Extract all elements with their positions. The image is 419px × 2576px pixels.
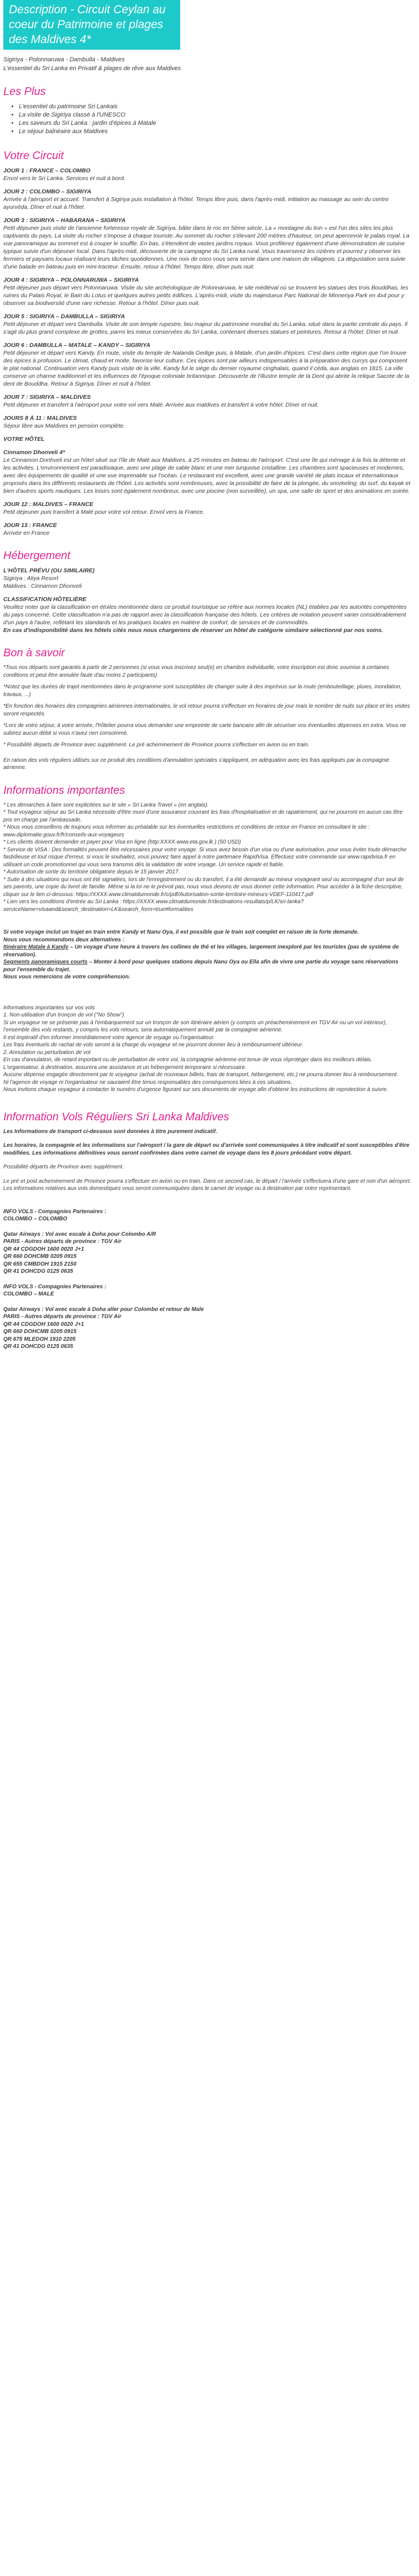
day-desc: Séjour libre aux Maldives en pension complète.	[3, 423, 125, 429]
note: *En fonction des horaires des compagnies aériennes internationales, le vol retour pourra s'effectuer en horaires de jour mais le nombre de nuits sur place et les visites seront respectés.	[3, 703, 410, 717]
hotel-planned	[3, 567, 411, 590]
train-alt-desc: – Un voyage d'une heure à travers les collines de thé et les villages, largement inexploré par les touristes (pas de système de réservation).	[3, 944, 399, 958]
bonasavoir-notes	[3, 664, 411, 772]
info-note: * Service de VISA : Des formalités peuvent être nécessaires pour votre voyage. Si vous avez besoin d'un visa ou d'une autorisation, pour vous éviter toute démarche fastidieuse et tout risque d'erreur, si vous le souhaitez, vous pouvez faire appel à notre partenaire RapidVisa. Effectuez votre commande sur www.rapidvisa.fr en utilisant un code promotionnel qui vous sera transmis dès la validation de votre voyage. Un service rapide et fiable.	[3, 846, 407, 868]
train-alt-desc: – Monter à bord pour quelques stations depuis Nanu Oya ou Ella afin de vivre une partie du voyage sans réservations pour l'ensemble du trajet.	[3, 959, 399, 973]
day-item	[3, 414, 411, 430]
day-desc: Arrivée en France	[3, 530, 50, 536]
vols-line: 2. Annulation ou perturbation de vol	[3, 1049, 91, 1056]
day-title: JOUR 2 : COLOMBO – SIGIRIYA	[3, 188, 92, 195]
note: *Lors de votre séjour, à votre arrivée, l'hôtelier pourra vous demander une empreinte de carte bancaire afin de sécuriser vos éventuelles dépenses en extra. Vous ne subirez aucun débit si vous n'avez rien consommé.	[3, 723, 406, 736]
day-item	[3, 167, 411, 182]
flight-company: Qatar Airways : Vol avec escale à Doha aller pour Colombo et retour de Male	[3, 1306, 204, 1313]
plus-item: • Les saveurs du Sri Lanka : jardin d'épices à Matale	[19, 119, 411, 128]
train-block	[3, 929, 411, 981]
flight-line: QR 41 DOHCDG 0125 0635	[3, 1268, 74, 1274]
plus-list	[3, 103, 411, 136]
volsreg-text: Le pré et post acheminement de Province pourra s'effectuer en avion ou en train. Dans ce second cas, le départ / l'arrivée s'effectuera d'une gare et non d'un aéroport.	[3, 1178, 411, 1184]
hotel-planned-label: L'HÔTEL PRÉVU (OU SIMILAIRE)	[3, 567, 95, 574]
volsreg-text: Les informations relatives aux vols domestiques vous seront communiquées dans le carnet de voyage ou à destination par notre représentant.	[3, 1186, 352, 1192]
day-item	[3, 188, 411, 211]
flight-line: QR 660 DOHCMB 0205 0915	[3, 1253, 77, 1260]
day-title: JOUR 7 : SIGIRIYA – MALDIVES	[3, 394, 91, 401]
classification	[3, 596, 411, 634]
info-note: * Tout voyageur séjour au Sri Lanka nécessite d'être muni d'une assurance couvrant les frais d'hospitalisation et de rapatriement, qui ne pourront en aucun cas être pris en charge par l'ambassade.	[3, 809, 403, 823]
flight-company: Qatar Airways : Vol avec escale à Doha pour Colombo A/R	[3, 1231, 156, 1237]
hotel-name: Cinnamon Dhonveli 4*	[3, 449, 65, 456]
note: *Notez que les durées de trajet mentionnées dans le programme sont susceptibles de changer suite à des imprévus sur la route (embouteillage, pluies, inondation, travaux, ...)	[3, 684, 402, 698]
day-title: JOUR 5 : SIGIRIYA – DAMBULLA – SIGIRIYA	[3, 313, 125, 320]
vols-line: Ni l'agence de voyage ni l'organisateur ne sauraient être tenus responsables des conséquences liées à ces situations.	[3, 1079, 292, 1086]
vols-line: Nous invitons chaque voyageur à contacter le numéro d'urgence figurant sur ses documents de voyage afin d'obtenir les instructions de reprotection à suivre.	[3, 1087, 388, 1093]
plus-item: • Le séjour balnéaire aux Maldives	[19, 128, 411, 136]
day-item	[3, 393, 411, 409]
flight-route: COLOMBO – COLOMBO	[3, 1216, 67, 1222]
day-item	[3, 276, 411, 307]
flight-line: QR 675 MLEDOH 1910 2205	[3, 1336, 76, 1342]
train-bold: Nous vous recommandons deux alternatives :	[3, 936, 124, 943]
note: *Tous nos départs sont garantis à partir de 2 personnes (si vous vous inscrivez seul(e) en chambre individuelle, votre inscription est donc soumise à certaines conditions et peut être annulée faute d'au moins 2 participants)	[3, 665, 389, 678]
train-alt	[3, 944, 411, 958]
day-title: JOURS 8 À 11 : MALDIVES	[3, 415, 77, 422]
info-note: * Les clients doivent demander et payer pour Visa en ligne (http:XXXX.www.eta.gov.lk ) (50 USD)	[3, 839, 241, 845]
train-alt-title: Segments panoramiques courts	[3, 959, 88, 965]
info-note: * Autorisation de sortie du territoire obligatoire depuis le 15 janvier 2017.	[3, 869, 180, 875]
day-title: JOUR 4 : SIGIRIYA – POLONNARUWA – SIGIRIYA	[3, 277, 139, 283]
day-desc: Petit déjeuner et départ vers Kandy. En route, visite du temple de Nalanda Gedige puis, à Matale, d'un jardin d'épices. C'est dans cette région que l'on trouve des épices à profusion. Le climat, chaud et moite, favorise leur culture. Ces épices sont par ailleurs indispensables à la préparation des currys qui composent le plat national. Continuation vers Kandy puis visite de la ville. Kandy fut le siège du dernier royaume cinghalais, quand il céda, aux anglais en 1815. La ville conserve un charme traditionnel et les influences de l'époque coloniale britannique. Découverte de l'illustre temple de la Dent qui abrite la relique Sacrée de la dent de Bouddha. Retour à Sigiriya. Dîner et nuit à l'hôtel.	[3, 350, 410, 387]
flight-block	[3, 1208, 411, 1276]
flight-line: QR 660 DOHCMB 0205 0915	[3, 1329, 77, 1335]
volsreg-text: Possibilité départs de Province avec supplément.	[3, 1164, 124, 1170]
hotel-line: Maldives : Cinnamon Dhonveli	[3, 583, 82, 589]
day-title: JOUR 6 : DAMBULLA – MATALE – KANDY – SIGIRIYA	[3, 342, 151, 349]
train-alt	[3, 958, 411, 973]
vols-line: Les frais éventuels de rachat de vols seront à la charge du voyageur et ne pourront donner lieu à remboursement ultérieur.	[3, 1042, 303, 1048]
hotel-title: VOTRE HÔTEL	[3, 436, 45, 442]
flight-line: QR 41 DOHCDG 0125 0635	[3, 1344, 74, 1350]
day-item	[3, 217, 411, 271]
classification-bold: En cas d'indisponibilité dans les hôtels cités nous nous chargerons de réserver un hôtel de catégorie similaire sélectionné par nos soins.	[3, 627, 383, 634]
info-note: * Lien vers les conditions d'entrée au Sri Lanka : https://XXXX.www.climatdumonde.fr/destinations-resultats/p/LK/sri-lanka?serviceName=visaand&search_destination=LK&search_form=true#formalities	[3, 899, 304, 913]
volsreg-block	[3, 1128, 411, 1193]
day-title: JOUR 3 : SIGIRIYA – HABARANA – SIGIRIYA	[3, 217, 126, 224]
bonasavoir-title: Bon à savoir	[3, 647, 65, 659]
day-desc: Petit déjeuner puis transfert à Malé pour votre vol retour. Envol vers la France.	[3, 509, 205, 515]
vols-line: En cas d'annulation, de retard important ou de perturbation de votre vol, la compagnie aérienne est tenue de vous réprotéger dans les meilleurs délais.	[3, 1057, 373, 1063]
vols-line: Aucune dépense engagée directement par le voyageur (achat de nouveaux billets, frais de transport, hébergement, etc.) ne pourra donner lieu à remboursement.	[3, 1072, 399, 1078]
volsreg-bold: Les horaires, la compagnie et les informations sur l'aéroport / la gare de départ ou d'arrivée sont communiquées à titre indicatif et sont susceptibles d'être modifiées. Les informations définitives vous seront confirmées dans votre carnet de voyage dans les 8 jours précédant votre départ.	[3, 1142, 410, 1156]
hotel-block	[3, 449, 411, 495]
circuit-days	[3, 167, 411, 430]
classification-label: CLASSIFICATION HÔTELIÈRE	[3, 596, 87, 603]
vols-info	[3, 1004, 411, 1094]
flight-line: PARIS - Autres départs de province : TGV Air	[3, 1239, 122, 1245]
flight-line: PARIS - Autres départs de province : TGV Air	[3, 1314, 122, 1320]
infos-notes	[3, 802, 411, 914]
day-desc: Petit déjeuner et transfert à l'aéroport pour votre vol vers Malé. Arrivée aux maldives et transfert à votre hôtel. Dîner et nuit.	[3, 402, 319, 408]
flight-heading: INFO VOLS - Compagnies Partenaires :	[3, 1283, 107, 1290]
page-title: Description - Circuit Ceylan au coeur du Patrimoine et plages des Maldives 4*	[3, 0, 180, 50]
day-item	[3, 313, 411, 336]
day-title: JOUR 13 : FRANCE	[3, 522, 57, 529]
route	[3, 55, 411, 73]
plus-title: Les Plus	[3, 86, 46, 98]
plus-item: • L'essentiel du patrimoine Sri Lankais	[19, 103, 411, 111]
info-note: * Suite à des situations qui nous ont été signalées, lors de l'enregistrement ou du transfert, il a été demandé au mineur voyageant seul ou accompagné d'un seul de ses parents, une copie du livret de famille. Même si la loi ne le prévoit pas, nous vous devons de vous donner cette information. Pour accéder à la fiche descriptive, cliquer sur le lien ci-dessous: https://XXXX.www.climatdumonde.fr/c/pdf/Autorisation-sortie-territoire-mineurs-VDEF-110417.pdf	[3, 876, 404, 898]
classification-desc: Veuillez noter que la classification en étoiles mentionnée dans ce produit touristique se réfère aux normes locales (NL) établies par les autorités compétentes du pays concerné. Cette classification n'a pas de rapport avec la classification française des hôtels. Les critères de notation peuvent varier considérablement d'un pays à l'autre, reflétant les standards et les pratiques locales en matière de confort, de services et de commodités.	[3, 604, 407, 626]
volsreg-title: Information Vols Réguliers Sri Lanka Maldives	[3, 1110, 229, 1123]
vols-line: L'organisateur, à destination, assurera une assistance et un hébergement temporaire si nécessaire.	[3, 1064, 247, 1071]
flight-heading: INFO VOLS - Compagnies Partenaires :	[3, 1208, 107, 1215]
vols-line: Si un voyageur ne se présente pas à l'embarquement sur un tronçon de son itinéraire aérien (y compris un préacheminement en TGV Air ou un vol intérieur), l'ensemble des vols restants, y compris les vols retours, sera automatiquement annulé par la compagnie aérienne.	[3, 1019, 387, 1033]
vols-line: Il est impératif d'en informer immédiatement votre agence de voyage ou l'organisateur.	[3, 1034, 215, 1041]
day-title: JOUR 1 : FRANCE – COLOMBO	[3, 167, 91, 174]
route-text: Sigiriya - Polonnaruwa - Dambulla - Maldives	[3, 56, 125, 63]
hotel-line: Sigiriya : Aliya Resort	[3, 575, 59, 582]
day-desc: Petit déjeuner puis visite de l'ancienne forteresse royale de Sigiriya, bâtie dans le roc en 5ème siècle. La « montagne du lion » est l'un des sites les plus captivants du pays. La visite du rocher s'impose à chaque touriste. Au sommet du rocher s'élevant 200 mètres d'hauteur, on peut apercevoir le palais royal. La vue panoramique au sommet est à couper le souffle. En bas, s'étendent de vastes jardins royaux. Vous profiterez également d'une démonstration de cuisine typique suivie d'un déjeuner local. Dans l'après-midi, découverte de la campagne du Sri Lanka rural. Vous traverserez les rizières et pourrez y observer les fermiers et paysans locaux réalisant leurs tâches quotidiennes. Une noix de coco vous sera servie dans une maison de villageois. La dégustation sera suivie d'une balade en bateau puis en mini-tracteur. Ensuite, retour à l'hôtel. Temps libre, dîner puis nuit.	[3, 225, 410, 270]
hotel-desc: Le Cinnamon Donhveli est un hôtel situé sur l'île de Malé aux Maldives, à 25 minutes en bateau de l'aéroport. C'est une île qui ménage à la fois la détente et les activités. L'environnement est paradisiaque, avec une plage de sable blanc et une mer turquoise cristalline. Les chambres sont spacieuses et modernes, avec des équipements de qualité et une vue imprenable sur l'océan. Le restaurant est excellent, avec une grande variété de plats locaux et internationaux proposés dans les différents restaurants de l'hôtel. Les activités sont nombreuses, avec la possibilité de faire de la plongée, du snorkeling, du surf, du kayak et bien d'autres sports nautiques. Les loisirs sont également nombreux, avec une piscine (non surveillée), un spa, une salle de sport et des animations en soirée.	[3, 457, 411, 494]
day-desc: Petit déjeuner et départ vers Dambulla. Visite de son temple rupestre, lieu majeur du patrimoine mondial du Sri Lanka, situé dans la partie centrale du pays. Il s'agit du plus grand complexe de grottes, parmi les mieux conservées du Sri Lanka, contenant diverses statues et peintures. Retour à l'hôtel. Dîner et nuit.	[3, 321, 408, 335]
vols-label: Informations importantes sur vos vols	[3, 1004, 95, 1011]
day-title: JOUR 12 : MALDIVES – FRANCE	[3, 501, 93, 508]
flight-line: QR 44 CDGDOH 1600 0020 J+1	[3, 1246, 84, 1252]
circuit-title: Votre Circuit	[3, 150, 64, 162]
flight-line: QR 655 CMBDOH 1915 2150	[3, 1261, 77, 1267]
train-bold: Nous vous remercions de votre compréhension.	[3, 974, 130, 980]
day-item	[3, 521, 411, 537]
note: En raison des vols réguliers utilisés sur ce produit des conditions d'annulation spéciales s'appliquent, en adéquation avec les frais appliqués par la compagnie aérienne.	[3, 757, 390, 771]
flight-block	[3, 1283, 411, 1351]
day-desc: Envol vers le Sri Lanka. Services et nuit à bord.	[3, 175, 125, 182]
flight-route: COLOMBO – MALE	[3, 1291, 54, 1297]
train-alt-title: Itinéraire Matale à Kandy	[3, 944, 69, 950]
day-desc: Arrivée à l'aéroport et accueil. Transfert à Sigiriya puis installation à l'hôtel. Temps libre puis, dans l'après-midi, initiation au massage au sein du centre ayurvéda. Dîner et nuit à l'hôtel.	[3, 196, 389, 210]
train-bold: Si votre voyage inclut un trajet en train entre Kandy et Nanu Oya, il est possible que le train soit complet en raison de la forte demande.	[3, 929, 359, 935]
flight-line: QR 44 CDGDOH 1600 0020 J+1	[3, 1321, 84, 1327]
info-note: * Nous vous conseillons de toujours vous informer au préalable sur les éventuelles restrictions et conditions de retour en France en consultant le site : www.diplomatie.gouv.fr/fr/conseils-aux-voyageurs	[3, 824, 370, 838]
day-item	[3, 501, 411, 516]
day-desc: Petit déjeuner puis départ vers Polonnaruwa. Visite du site archéologique de Polonnaruwa, le site médiéval où se trouvent les statues des trois Bouddhas, les ruines du Palais Royal, le Bain du Lotus et quelques autres petits édifices. L'après-midi, visite du majestueux Parc National de Minneriya Park en 4x4 pour y observer sa biodiversité d'une rare richesse. Retour à l'hôtel. Dîner puis nuit.	[3, 285, 408, 307]
infos-title: Informations importantes	[3, 784, 125, 797]
day-item	[3, 341, 411, 388]
volsreg-bold: Les Informations de transport ci-dessous sont données à titre purement indicatif.	[3, 1128, 217, 1135]
tagline: L'essentiel du Sri Lanka en Privatif & plages de rêve aux Maldives	[3, 65, 181, 72]
hebergement-title: Hébergement	[3, 550, 71, 562]
note: * Possibilité départs de Province avec supplément. Le pré acheminement de Province pourra s'effectuer en avion ou en train.	[3, 742, 310, 748]
info-note: * Les démarches à faire sont explicitées sur le site « Sri Lanka Travel » (en anglais).	[3, 802, 209, 808]
plus-item: • La visite de Sigiriya classé à l'UNESCO	[19, 111, 411, 119]
vols-line: 1. Non-utilisation d'un tronçon de vol ("No Show")	[3, 1012, 124, 1018]
